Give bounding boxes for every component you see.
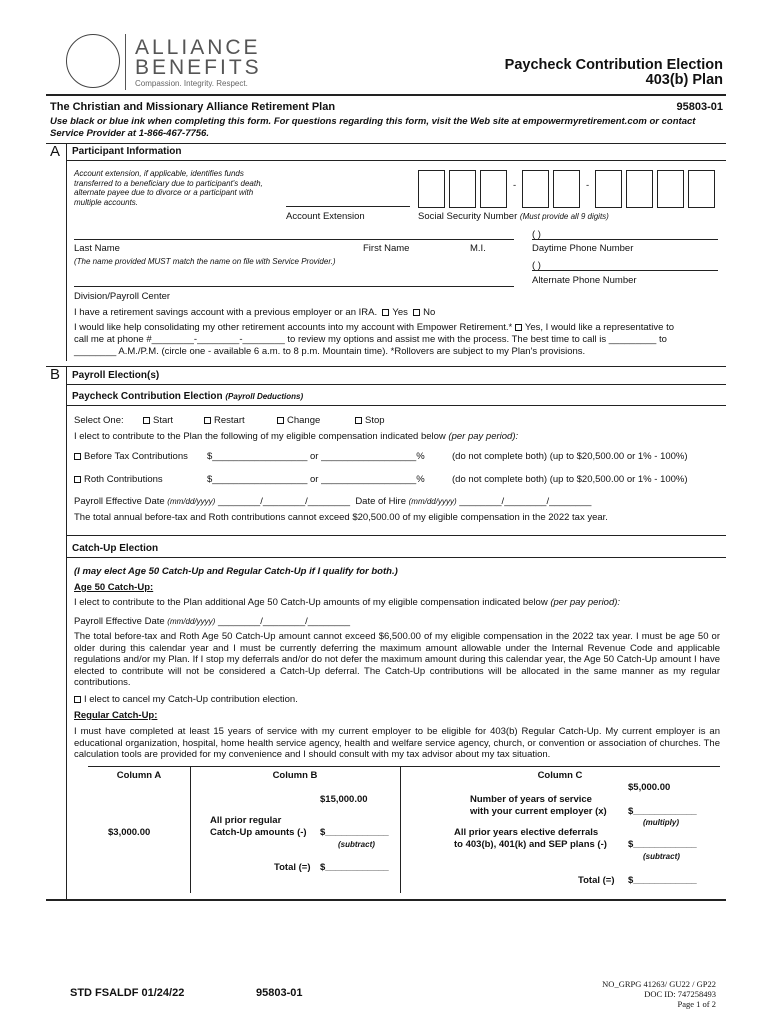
- age50-effective-date: Payroll Effective Date (mm/dd/yyyy) ________/________/________: [74, 616, 351, 627]
- regular-heading: Regular Catch-Up:: [74, 710, 158, 721]
- ssn-digit-6[interactable]: [595, 170, 622, 208]
- hire-date-field[interactable]: ________/________/________: [459, 496, 592, 507]
- ssn-digit-5[interactable]: [553, 170, 580, 208]
- catchup-intro: (I may elect Age 50 Catch-Up and Regular Catch-Up if I qualify for both.): [74, 566, 398, 577]
- column-a-value: $3,000.00: [108, 827, 151, 838]
- alt-phone-label: Alternate Phone Number: [532, 275, 637, 286]
- total-c-field[interactable]: $____________: [628, 875, 697, 886]
- ssn-dash-1: -: [513, 180, 517, 191]
- account-extension-field[interactable]: [286, 206, 410, 207]
- regular-paragraph: I must have completed at least 15 years of service with my current employer to be eligible for 403(b) Regular Catch-Up. My current employer is an educational organization, hospital, home health service agency, health and welfare service agency, church, or convention or association of churches. The calculation tools are provided for my convenience and I should consult with my tax advisor about my tax situation.: [74, 726, 720, 760]
- logo-divider: [125, 34, 126, 90]
- roth-checkbox[interactable]: Roth Contributions: [74, 474, 163, 486]
- consolidate-line-1: I would like help consolidating my other retirement accounts into my account with Empower Retirement.* Yes, I would like a representative to: [74, 322, 675, 333]
- prior-catchup-field[interactable]: $____________: [320, 827, 389, 838]
- paycheck-election-heading: Paycheck Contribution Election (Payroll Deductions): [72, 391, 304, 402]
- section-a-rule: [46, 143, 726, 144]
- ssn-dash-2: -: [586, 180, 590, 191]
- brand-name-1: ALLIANCE: [135, 36, 261, 59]
- column-a-header: Column A: [116, 770, 162, 781]
- column-b-value: $15,000.00: [320, 794, 368, 805]
- ssn-digit-3[interactable]: [480, 170, 507, 208]
- prior-elective-field[interactable]: $____________: [628, 839, 697, 850]
- cancel-catchup-checkbox[interactable]: I elect to cancel my Catch-Up contribution election.: [74, 694, 298, 706]
- alt-phone-field[interactable]: [532, 270, 718, 271]
- name-note: (The name provided MUST match the name on file with Service Provider.): [74, 257, 336, 266]
- ira-yes-checkbox[interactable]: [382, 309, 389, 316]
- footer-form-id: STD FSALDF 01/24/22: [70, 987, 185, 999]
- daytime-phone-label: Daytime Phone Number: [532, 243, 634, 254]
- years-service-field[interactable]: $____________: [628, 806, 697, 817]
- subtract-note-c: (subtract): [643, 852, 680, 861]
- plan-name: The Christian and Missionary Alliance Retirement Plan: [50, 101, 336, 113]
- section-a-letter: A: [50, 143, 61, 160]
- footer-doc-info: NO_GRPG 41263/ GU22 / GP22 DOC ID: 747258493 Page 1 of 2: [602, 979, 716, 1009]
- section-a-border: [66, 143, 67, 361]
- catchup-amounts-label: Catch-Up amounts (-): [210, 827, 307, 838]
- ssn-label: Social Security Number (Must provide all 9 digits): [418, 211, 609, 222]
- alt-phone-area: ( ): [532, 260, 541, 271]
- catchup-top-rule: [66, 535, 726, 536]
- paycheck-heading-rule: [66, 405, 726, 406]
- daytime-phone-field[interactable]: [532, 239, 718, 240]
- brand-name-2: BENEFITS: [135, 56, 262, 79]
- column-b-header: Column B: [272, 770, 318, 781]
- ssn-digit-8[interactable]: [657, 170, 684, 208]
- total-c-label: Total (=): [578, 875, 615, 886]
- instructions: Use black or blue ink when completing this form. For questions regarding this form, visit the Web site at empowermyretirement.com or contact Service Provider at 1-866-467-7756.: [50, 116, 696, 139]
- footer-form-number: 95803-01: [256, 987, 303, 999]
- section-b-bottom-rule: [46, 899, 726, 901]
- annual-limit-text: The total annual before-tax and Roth contributions cannot exceed $20,500.00 of my eligible compensation in the 2022 tax year.: [74, 512, 608, 523]
- total-b-label: Total (=): [274, 862, 311, 873]
- ssn-digit-2[interactable]: [449, 170, 476, 208]
- age50-heading: Age 50 Catch-Up:: [74, 582, 154, 593]
- section-b-letter: B: [50, 366, 61, 383]
- option-stop[interactable]: Stop: [355, 415, 385, 427]
- years-service-label: Number of years of service: [470, 794, 592, 805]
- before-tax-checkbox[interactable]: Before Tax Contributions: [74, 451, 188, 463]
- age50-elect: I elect to contribute to the Plan additional Age 50 Catch-Up amounts of my eligible compensation indicated below (per pay period):: [74, 597, 621, 608]
- ssn-digit-1[interactable]: [418, 170, 445, 208]
- multiply-note: (multiply): [643, 818, 679, 827]
- age50-date-field[interactable]: ________/________/________: [217, 616, 351, 627]
- first-name-label: First Name: [363, 243, 410, 254]
- section-b-border: [66, 366, 67, 900]
- section-a-title-rule: [66, 160, 726, 161]
- consolidate-yes-checkbox[interactable]: [515, 324, 522, 331]
- prior-elective-label: All prior years elective deferrals: [454, 827, 599, 838]
- age50-paragraph: The total before-tax and Roth Age 50 Catch-Up amount cannot exceed $6,500.00 of my eligible compensation in the 2022 tax year. I must be age 50 or older during this calendar year and I must be currently deferring the maximum amount allowable under the Internal Revenue Code and applicable regulations and/or my Plan. If I stop my deferrals and/or do not defer the maximum amount during this calendar year, the Age 50 Catch-Up amount I have elected to contribute will not be considered a Catch-Up deferral. The Catch-Up contributions will be allocated in the same manner as my regular contributions.: [74, 631, 720, 688]
- catchup-heading-rule: [66, 557, 726, 558]
- column-c-header: Column C: [537, 770, 583, 781]
- roth-note: (do not complete both) (up to $20,500.00 or 1% - 100%): [452, 474, 688, 485]
- header-rule: [46, 94, 726, 96]
- section-b-title: Payroll Election(s): [72, 370, 160, 381]
- section-a-title: Participant Information: [72, 146, 182, 157]
- consolidate-line-3: ________ A.M./P.M. (circle one - available 6 a.m. to 8 p.m. Mountain time). *Rollovers are subject to my Plan's provisions.: [74, 346, 586, 357]
- account-extension-label: Account Extension: [286, 211, 365, 222]
- to-403-label: to 403(b), 401(k) and SEP plans (-): [454, 839, 607, 850]
- before-tax-amount-field[interactable]: $__________________ or __________________%: [207, 451, 425, 462]
- roth-amount-field[interactable]: $__________________ or __________________%: [207, 474, 425, 485]
- ssn-digit-7[interactable]: [626, 170, 653, 208]
- effective-date-row: Payroll Effective Date (mm/dd/yyyy) ________/________/________ Date of Hire (mm/dd/yyyy) ________/________/________: [74, 496, 592, 507]
- brand-tagline: Compassion. Integrity. Respect.: [135, 79, 248, 88]
- last-name-label: Last Name: [74, 243, 120, 254]
- column-c-value: $5,000.00: [628, 782, 671, 793]
- prior-regular-label: All prior regular: [210, 815, 282, 826]
- division-label: Division/Payroll Center: [74, 291, 171, 302]
- before-tax-note: (do not complete both) (up to $20,500.00 or 1% - 100%): [452, 451, 688, 462]
- total-b-field[interactable]: $____________: [320, 862, 389, 873]
- ira-question: I have a retirement savings account with a previous employer or an IRA. Yes No: [74, 307, 436, 318]
- name-field[interactable]: [74, 239, 514, 240]
- option-restart[interactable]: Restart: [204, 415, 245, 427]
- daytime-phone-area: ( ): [532, 229, 541, 240]
- account-extension-note: Account extension, if applicable, identifies funds transferred to a beneficiary due to participant's death, alternate payee due to divorce or a participant with multiple accounts.: [74, 169, 263, 207]
- subtract-note-b: (subtract): [338, 840, 375, 849]
- table-divider-1: [190, 766, 191, 893]
- section-b-rule: [46, 366, 726, 367]
- mi-label: M.I.: [470, 243, 486, 254]
- elect-text: I elect to contribute to the Plan the following of my eligible compensation indicated below (per pay period):: [74, 431, 519, 442]
- consolidate-line-2: call me at phone #________-________-________ to review my options and assist me with the process. The best time to call is _________ to: [74, 334, 667, 345]
- ssn-digit-9[interactable]: [688, 170, 715, 208]
- with-employer-label: with your current employer (x): [470, 806, 607, 817]
- catchup-heading: Catch-Up Election: [72, 543, 159, 554]
- effective-date-field[interactable]: ________/________/________: [217, 496, 351, 507]
- form-number: 95803-01: [676, 101, 723, 113]
- division-field[interactable]: [74, 286, 514, 287]
- ira-no-checkbox[interactable]: [413, 309, 420, 316]
- option-start[interactable]: Start: [143, 415, 173, 427]
- ssn-digit-4[interactable]: [522, 170, 549, 208]
- table-divider-2: [400, 766, 401, 893]
- catchup-table: [88, 766, 720, 893]
- section-b-title-rule: [66, 384, 726, 385]
- document-title: Paycheck Contribution Election 403(b) Plan: [504, 57, 723, 88]
- logo-emblem: [66, 34, 120, 88]
- select-one-label: Select One:: [74, 415, 124, 426]
- option-change[interactable]: Change: [277, 415, 320, 427]
